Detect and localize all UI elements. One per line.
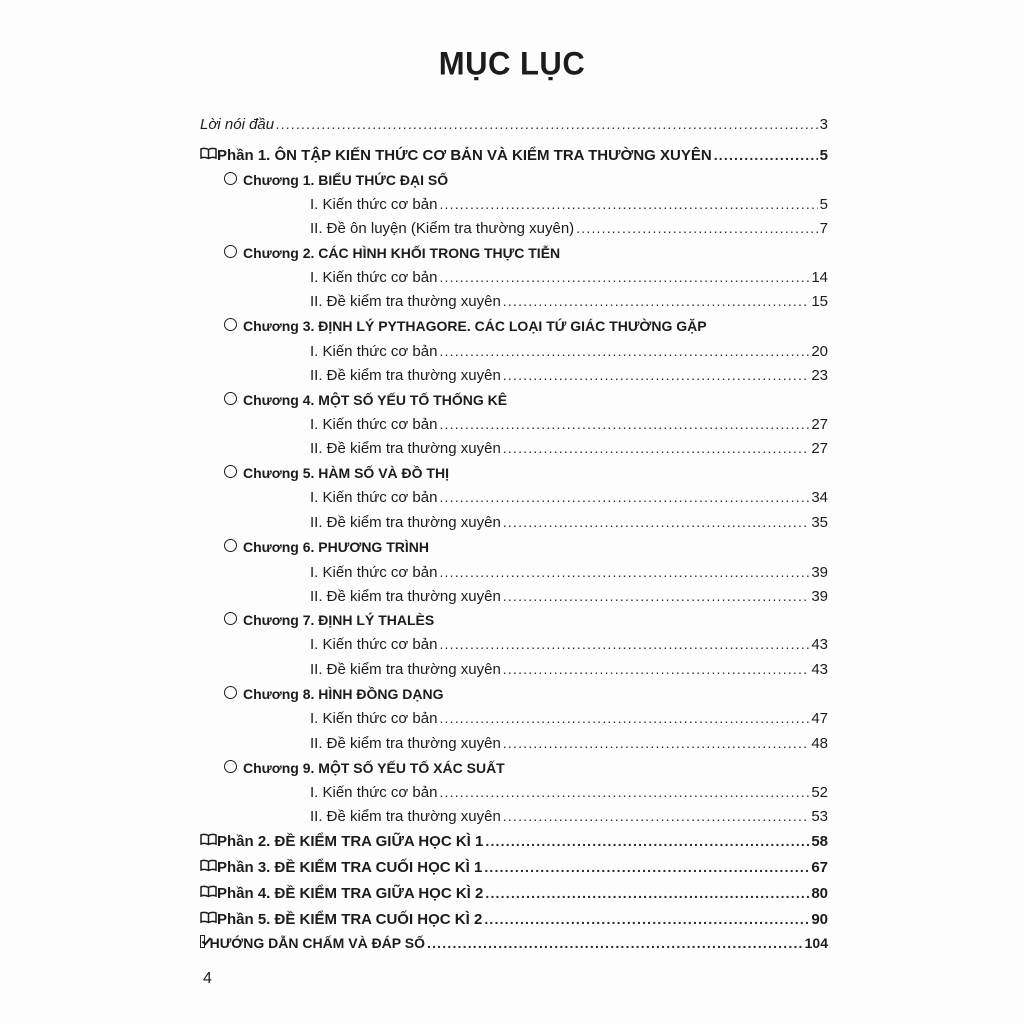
toc-page-number: 90: [811, 911, 828, 928]
toc-item-label: I. Kiến thức cơ bản: [310, 784, 438, 801]
toc-page-number: 53: [811, 808, 828, 825]
toc-chapter-2[interactable]: [224, 242, 824, 264]
toc-item-label: I. Kiến thức cơ bản: [310, 269, 438, 286]
dot-leader: [439, 413, 809, 435]
dot-leader: [714, 144, 818, 166]
toc-entry-part-3[interactable]: [200, 856, 828, 878]
toc-item-label: I. Kiến thức cơ bản: [310, 564, 438, 581]
toc-item-label: II. Đề kiểm tra thường xuyên: [310, 440, 501, 457]
toc-entry-answers[interactable]: [200, 932, 828, 954]
toc-item-label: II. Đề kiểm tra thường xuyên: [310, 367, 501, 384]
circle-bullet-icon: [224, 318, 237, 331]
toc-chapter-label: Chương 7. ĐỊNH LÝ THALÈS: [243, 612, 435, 628]
toc-item[interactable]: [310, 364, 828, 386]
circle-bullet-icon: [224, 686, 237, 699]
open-book-icon: [200, 909, 217, 931]
dot-leader: [503, 511, 810, 533]
toc-page-number: 47: [811, 710, 828, 727]
dot-leader: [439, 486, 809, 508]
toc-item[interactable]: [310, 511, 828, 533]
open-book-icon: [200, 831, 217, 853]
toc-item[interactable]: [310, 805, 828, 827]
toc-chapter-9[interactable]: [224, 757, 824, 779]
dot-leader: [439, 193, 817, 215]
toc-item[interactable]: [310, 585, 828, 607]
dot-leader: [503, 437, 810, 459]
toc-page-number: 3: [819, 116, 828, 133]
toc-item-label: II. Đề kiểm tra thường xuyên: [310, 661, 501, 678]
toc-item[interactable]: [310, 561, 828, 583]
dot-leader: [439, 340, 809, 362]
toc-page-number: 80: [811, 885, 828, 902]
toc-entry-part-5[interactable]: [200, 908, 828, 930]
toc-page-number: 5: [819, 196, 828, 213]
toc-chapter-label: Chương 5. HÀM SỐ VÀ ĐỒ THỊ: [243, 465, 449, 481]
dot-leader: [276, 113, 818, 135]
toc-chapter-label: Chương 4. MỘT SỐ YẾU TỐ THỐNG KÊ: [243, 392, 508, 408]
toc-item[interactable]: [310, 193, 828, 215]
circle-bullet-icon: [224, 612, 237, 625]
toc-item[interactable]: [310, 437, 828, 459]
dot-leader: [485, 882, 809, 904]
circle-bullet-icon: [224, 539, 237, 552]
toc-page-number: 67: [811, 859, 828, 876]
toc-page-number: 52: [811, 784, 828, 801]
dot-leader: [427, 932, 803, 954]
toc-item-label: I. Kiến thức cơ bản: [310, 196, 438, 213]
toc-item-label: II. Đề ôn luyện (Kiểm tra thường xuyên): [310, 220, 575, 237]
toc-chapter-6[interactable]: [224, 536, 824, 558]
toc-item-label: II. Đề kiểm tra thường xuyên: [310, 588, 501, 605]
dot-leader: [503, 364, 810, 386]
dot-leader: [484, 856, 809, 878]
toc-page-number: 27: [811, 416, 828, 433]
toc-item[interactable]: [310, 658, 828, 680]
circle-bullet-icon: [224, 245, 237, 258]
toc-item-label: II. Đề kiểm tra thường xuyên: [310, 735, 501, 752]
toc-item-label: II. Đề kiểm tra thường xuyên: [310, 808, 501, 825]
toc-page-number: 7: [819, 220, 828, 237]
toc-page-number: 48: [811, 735, 828, 752]
toc-item-label: I. Kiến thức cơ bản: [310, 636, 438, 653]
toc-page-number: 43: [811, 661, 828, 678]
toc-entry-part-2[interactable]: [200, 830, 828, 852]
dot-leader: [484, 908, 809, 930]
toc-chapter-label: Chương 2. CÁC HÌNH KHỐI TRONG THỰC TIỄN: [243, 245, 561, 261]
toc-entry-intro[interactable]: [200, 113, 828, 135]
toc-page-number: 15: [811, 293, 828, 310]
dot-leader: [439, 707, 809, 729]
open-book-icon: [200, 857, 217, 879]
toc-item-label: II. Đề kiểm tra thường xuyên: [310, 293, 501, 310]
checkbox-icon: [200, 935, 205, 948]
toc-entry-label: Phần 4. ĐỀ KIỂM TRA GIỮA HỌC KÌ 2: [217, 885, 484, 902]
toc-page-number: 39: [811, 588, 828, 605]
dot-leader: [503, 805, 810, 827]
toc-item-label: I. Kiến thức cơ bản: [310, 710, 438, 727]
toc-item[interactable]: [310, 266, 828, 288]
toc-chapter-label: Chương 8. HÌNH ĐỒNG DẠNG: [243, 686, 444, 702]
toc-entry-part-1[interactable]: [200, 144, 828, 166]
dot-leader: [439, 561, 809, 583]
toc-chapter-label: Chương 1. BIỂU THỨC ĐẠI SỐ: [243, 172, 449, 188]
page-title: MỤC LỤC: [438, 45, 586, 82]
toc-page-number: 27: [811, 440, 828, 457]
toc-page-number: 43: [811, 636, 828, 653]
toc-chapter-label: Chương 9. MỘT SỐ YẾU TỐ XÁC SUẤT: [243, 760, 505, 776]
toc-item[interactable]: [310, 732, 828, 754]
toc-chapter-5[interactable]: [224, 462, 824, 484]
open-book-icon: [200, 883, 217, 905]
toc-item[interactable]: [310, 340, 828, 362]
toc-chapter-1[interactable]: [224, 169, 824, 191]
toc-entry-part-4[interactable]: [200, 882, 828, 904]
toc-entry-label: Phần 3. ĐỀ KIỂM TRA CUỐI HỌC KÌ 1: [217, 859, 483, 876]
toc-item[interactable]: [310, 217, 828, 239]
dot-leader: [503, 732, 810, 754]
toc-entry-label: Lời nói đầu: [200, 116, 275, 133]
toc-chapter-label: Chương 3. ĐỊNH LÝ PYTHAGORE. CÁC LOẠI TỨ GIÁC THƯỜNG GẶP: [243, 318, 707, 334]
dot-leader: [576, 217, 817, 239]
circle-bullet-icon: [224, 392, 237, 405]
toc-item[interactable]: [310, 781, 828, 803]
toc-chapter-label: Chương 6. PHƯƠNG TRÌNH: [243, 539, 429, 555]
toc-page-number: 39: [811, 564, 828, 581]
toc-item[interactable]: [310, 290, 828, 312]
toc-item[interactable]: [310, 486, 828, 508]
circle-bullet-icon: [224, 172, 237, 185]
page-number: 4: [203, 970, 212, 987]
toc-chapter-4[interactable]: [224, 389, 824, 411]
toc-item-label: I. Kiến thức cơ bản: [310, 489, 438, 506]
open-book-icon: [200, 145, 217, 167]
dot-leader: [439, 633, 809, 655]
dot-leader: [503, 290, 810, 312]
toc-entry-label: Phần 1. ÔN TẬP KIẾN THỨC CƠ BẢN VÀ KIỂM TRA THƯỜNG XUYÊN: [217, 147, 712, 164]
toc-item-label: I. Kiến thức cơ bản: [310, 416, 438, 433]
dot-leader: [439, 266, 809, 288]
toc-item[interactable]: [310, 413, 828, 435]
dot-leader: [485, 830, 809, 852]
toc-page-number: 5: [819, 147, 828, 164]
toc-page-number: 34: [811, 489, 828, 506]
toc-entry-label: Phần 2. ĐỀ KIỂM TRA GIỮA HỌC KÌ 1: [217, 833, 484, 850]
circle-bullet-icon: [224, 760, 237, 773]
toc-item[interactable]: [310, 633, 828, 655]
toc-item-label: I. Kiến thức cơ bản: [310, 343, 438, 360]
toc-chapter-8[interactable]: [224, 683, 824, 705]
circle-bullet-icon: [224, 465, 237, 478]
dot-leader: [503, 585, 810, 607]
toc-item[interactable]: [310, 707, 828, 729]
toc-entry-label: HƯỚNG DẪN CHẤM VÀ ĐÁP SỐ: [209, 935, 425, 951]
toc-item-label: II. Đề kiểm tra thường xuyên: [310, 514, 501, 531]
toc-chapter-3[interactable]: [224, 315, 824, 337]
toc-entry-label: Phần 5. ĐỀ KIỂM TRA CUỐI HỌC KÌ 2: [217, 911, 483, 928]
toc-page-number: 104: [804, 935, 828, 951]
dot-leader: [503, 658, 810, 680]
toc-chapter-7[interactable]: [224, 609, 824, 631]
toc-page-number: 58: [811, 833, 828, 850]
dot-leader: [439, 781, 809, 803]
toc-page-number: 20: [811, 343, 828, 360]
toc-page-number: 14: [811, 269, 828, 286]
toc-page-number: 35: [811, 514, 828, 531]
toc-page-number: 23: [811, 367, 828, 384]
